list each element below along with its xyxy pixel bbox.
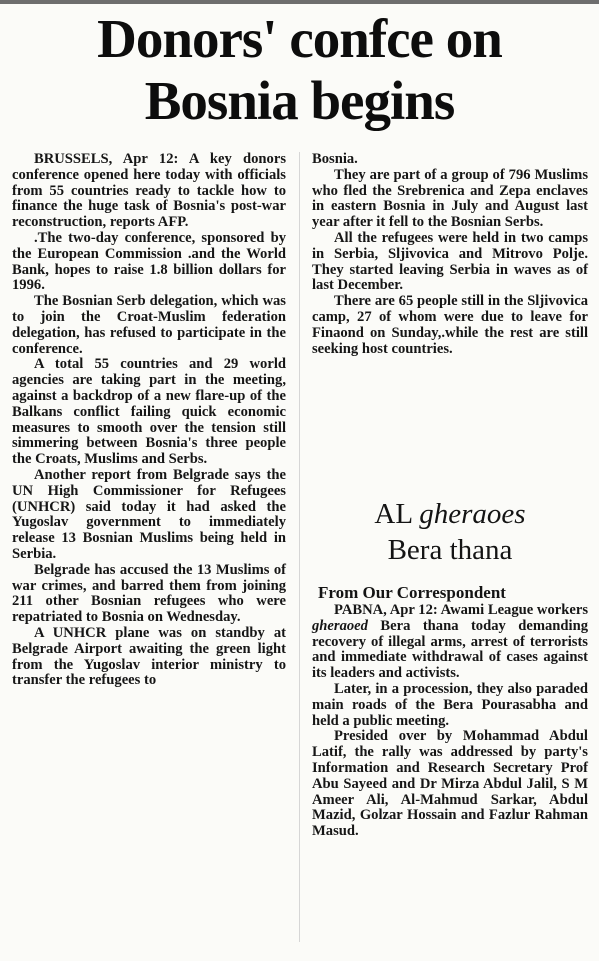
second-story-body: [312, 603, 588, 840]
second-story-byline: From Our Correspondent: [318, 583, 506, 602]
second-headline-line-2: Bera thana: [387, 534, 513, 566]
second-story-italic-word: gheraoed: [312, 617, 368, 634]
second-headline-prefix: AL: [374, 498, 420, 530]
second-story-dateline: PABNA, Apr 12:: [334, 602, 438, 618]
main-headline: [6, 8, 593, 132]
main-story-paragraph: Another report from Belgrade says the UN High Commissioner for Refugees (UNHCR) said today it had asked the Yugoslav government to immediately release 13 Bosnian Muslims being held in Serbia.: [12, 466, 286, 562]
headline-line-1: Donors' confce on: [97, 8, 502, 69]
second-story-text: Bera thana today demanding recovery of illegal arms, arrest of terrorists and immediate withdrawal of cases against its leaders and activists.: [312, 617, 588, 682]
main-story-paragraph: .The two-day conference, sponsored by the European Commission .and the World Bank, hopes to raise 1.8 billion dollars for 1996.: [12, 229, 286, 294]
main-story-paragraph: A UNHCR plane was on standby at Belgrade Airport awaiting the green light from the Yugoslav interior ministry to transfer the refugees to: [12, 624, 286, 689]
main-story-paragraph: Belgrade has accused the 13 Muslims of war crimes, and barred them from joining 211 other Bosnian refugees who were repatriated to Bosnia on Wednesday.: [12, 561, 286, 626]
main-story-dateline: BRUSSELS, Apr 12:: [34, 151, 179, 167]
main-story-paragraph: [12, 152, 286, 231]
main-story-lead: A key donors conference opened here today with officials from 55 countries ready to tackle how to finance the huge task of Bosnia's post-war reconstruction, reports AFP.: [12, 151, 287, 231]
main-story-paragraph: The Bosnian Serb delegation, which was to join the Croat-Muslim federation delegation, has refused to participate in the conference.: [12, 293, 286, 357]
main-story-continuation: All the refugees were held in two camps in Serbia, Sljivovica and Mitrovo Polje. They started leaving Serbia in waves as of last December.: [312, 229, 588, 294]
second-story-paragraph: Later, in a procession, they also paraded main roads of the Bera Pourasabha and held a public meeting.: [312, 680, 588, 729]
main-story-paragraph: A total 55 countries and 29 world agencies are taking part in the meeting, against a backdrop of a new flare-up of the Balkans conflict failing quick economic measures to smooth over the tension still simmering between Bosnia's three people the Croats, Muslims and Serbs.: [12, 356, 286, 468]
headline-line-2: Bosnia begins: [144, 70, 455, 131]
second-story-text: Awami League workers: [437, 602, 588, 618]
main-story-column-right: [312, 152, 588, 357]
second-headline-line-1: [312, 496, 588, 532]
second-story-headline: [312, 496, 588, 568]
main-story-continuation: They are part of a group of 796 Muslims who fled the Srebrenica and Zepa enclaves in eastern Bosnia in July and August last year after it fell to the Bosnian Serbs.: [312, 166, 588, 231]
second-story-paragraph: [312, 603, 588, 682]
main-story-continuation: There are 65 people still in the Sljivovica camp, 27 of whom were due to leave for Finaond on Sunday,.while the rest are still seeking host countries.: [312, 293, 588, 357]
top-rule: [0, 0, 599, 4]
second-story-paragraph: Presided over by Mohammad Abdul Latif, the rally was addressed by party's Information and Research Secretary Prof Abu Sayeed and Dr Mirza Abdul Jalil, S M Ameer Ali, Al-Mahmud Sarkar, Abdul Mazid, Golzar Hossain and Fazlur Rahman Masud.: [312, 728, 588, 840]
main-story-continuation: Bosnia.: [312, 151, 358, 167]
column-divider: [299, 152, 300, 942]
second-headline-italic: gheraoes: [419, 498, 526, 530]
main-story-column-left: [12, 152, 286, 689]
